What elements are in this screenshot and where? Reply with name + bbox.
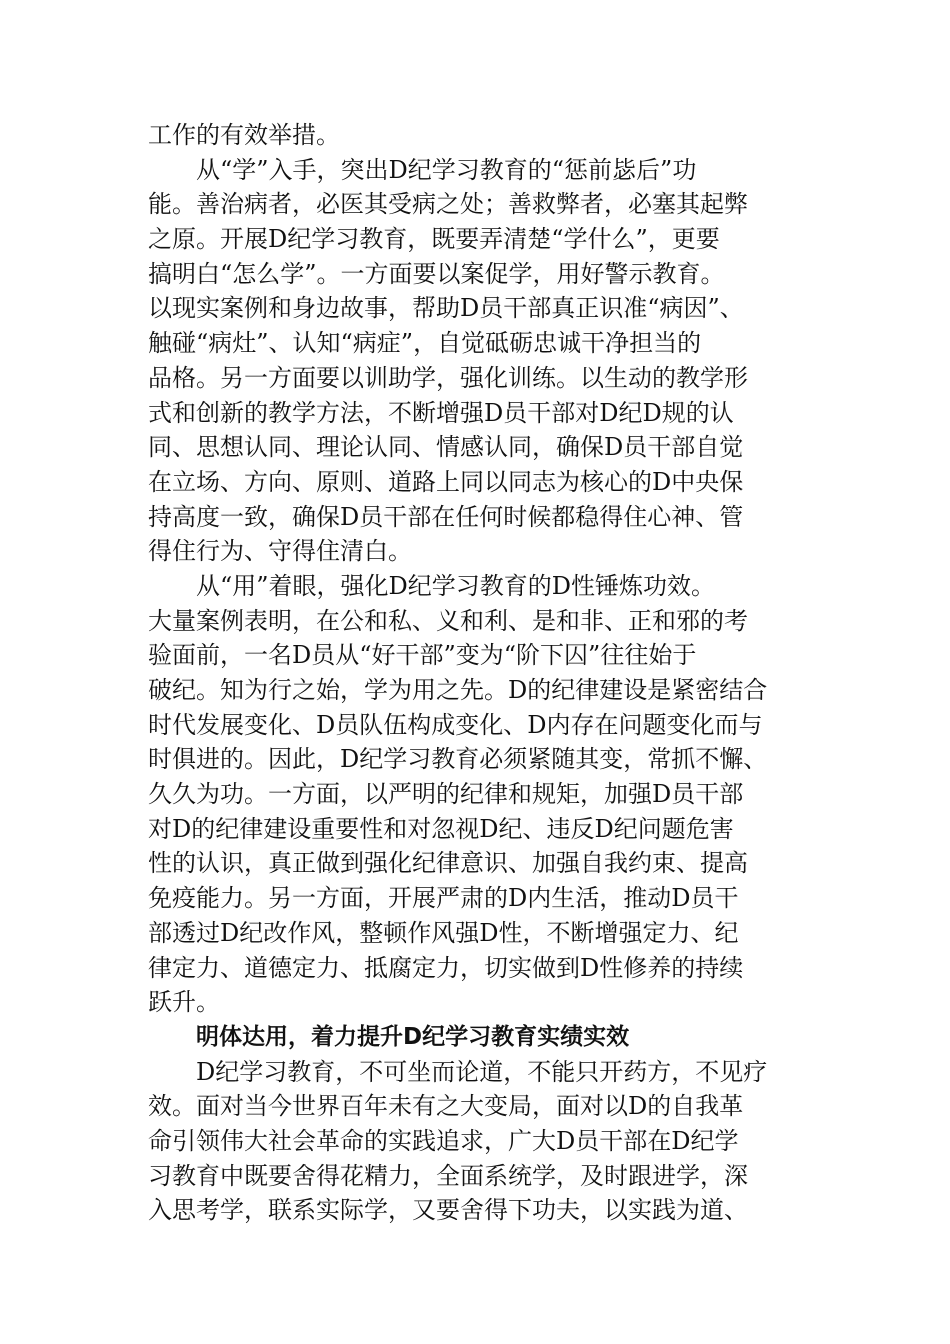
text-line: 触碰“病灶”、认知“病症”，自觉砥砺忠诚干净担当的: [148, 329, 702, 358]
text-line: 破纪。知为行之始，学为用之先。D的纪律建设是紧密结合: [148, 676, 768, 704]
document-body: [148, 118, 820, 1228]
text-line: 在立场、方向、原则、道路上同以同志为核心的D中央保: [148, 467, 744, 496]
text-line: 律定力、道德定力、抵腐定力，切实做到D性修养的持续: [148, 953, 744, 982]
section-heading: 明体达用，着力提升D纪学习教育实绩实效: [196, 1023, 630, 1050]
text-line: 之原。开展D纪学习教育，既要弄清楚“学什么”，更要: [148, 225, 720, 254]
paragraph-start-line: 从“用”着眼，强化D纪学习教育的D性锤炼功效。: [196, 571, 716, 600]
text-line: 时代发展变化、D员队伍构成变化、D内存在问题变化而与: [148, 710, 763, 739]
text-line: 跃升。: [148, 988, 220, 1017]
text-line: 品格。另一方面要以训助学，强化训练。以生动的教学形: [148, 363, 748, 392]
text-line: 同、思想认同、理论认同、情感认同，确保D员干部自觉: [148, 433, 744, 462]
text-line: 免疫能力。另一方面，开展严肃的D内生活，推动D员干: [148, 884, 739, 913]
text-line: 式和创新的教学方法，不断增强D员干部对D纪D规的认: [148, 398, 734, 427]
text-line: 工作的有效举措。: [148, 121, 340, 149]
paragraph-start-line: D纪学习教育，不可坐而论道，不能只开药方，不见疗: [196, 1057, 768, 1086]
text-line: 搞明白“怎么学”。一方面要以案促学，用好警示教育。: [148, 259, 725, 288]
text-line: 对D的纪律建设重要性和对忽视D纪、违反D纪问题危害: [148, 814, 734, 843]
text-line: 久久为功。一方面，以严明的纪律和规矩，加强D员干部: [148, 780, 744, 809]
text-line: 习教育中既要舍得花精力，全面系统学，及时跟进学，深: [148, 1161, 748, 1190]
text-line: 验面前，一名D员从“好干部”变为“阶下囚”往往始于: [148, 641, 697, 670]
text-line: 入思考学，联系实际学，又要舍得下功夫，以实践为道、: [148, 1196, 748, 1225]
text-line: 持高度一致，确保D员干部在任何时候都稳得住心神、管: [148, 502, 744, 531]
text-line: 能。善治病者，必医其受病之处；善救弊者，必塞其起弊: [148, 190, 748, 219]
text-line: 部透过D纪改作风，整顿作风强D性，不断增强定力、纪: [148, 918, 739, 947]
text-line: 效。面对当今世界百年未有之大变局，面对以D的自我革: [148, 1092, 744, 1121]
text-line: 命引领伟大社会革命的实践追求，广大D员干部在D纪学: [148, 1126, 739, 1155]
text-line: 以现实案例和身边故事，帮助D员干部真正识准“病因”、: [148, 294, 744, 323]
text-line: 得住行为、守得住清白。: [148, 537, 412, 566]
text-line: 大量案例表明，在公和私、义和利、是和非、正和邪的考: [148, 606, 748, 635]
text-line: 时俱进的。因此，D纪学习教育必须紧随其变，常抓不懈、: [148, 745, 768, 774]
text-line: 性的认识，真正做到强化纪律意识、加强自我约束、提高: [148, 849, 748, 878]
paragraph-start-line: 从“学”入手，突出D纪学习教育的“惩前毖后”功: [196, 155, 697, 184]
